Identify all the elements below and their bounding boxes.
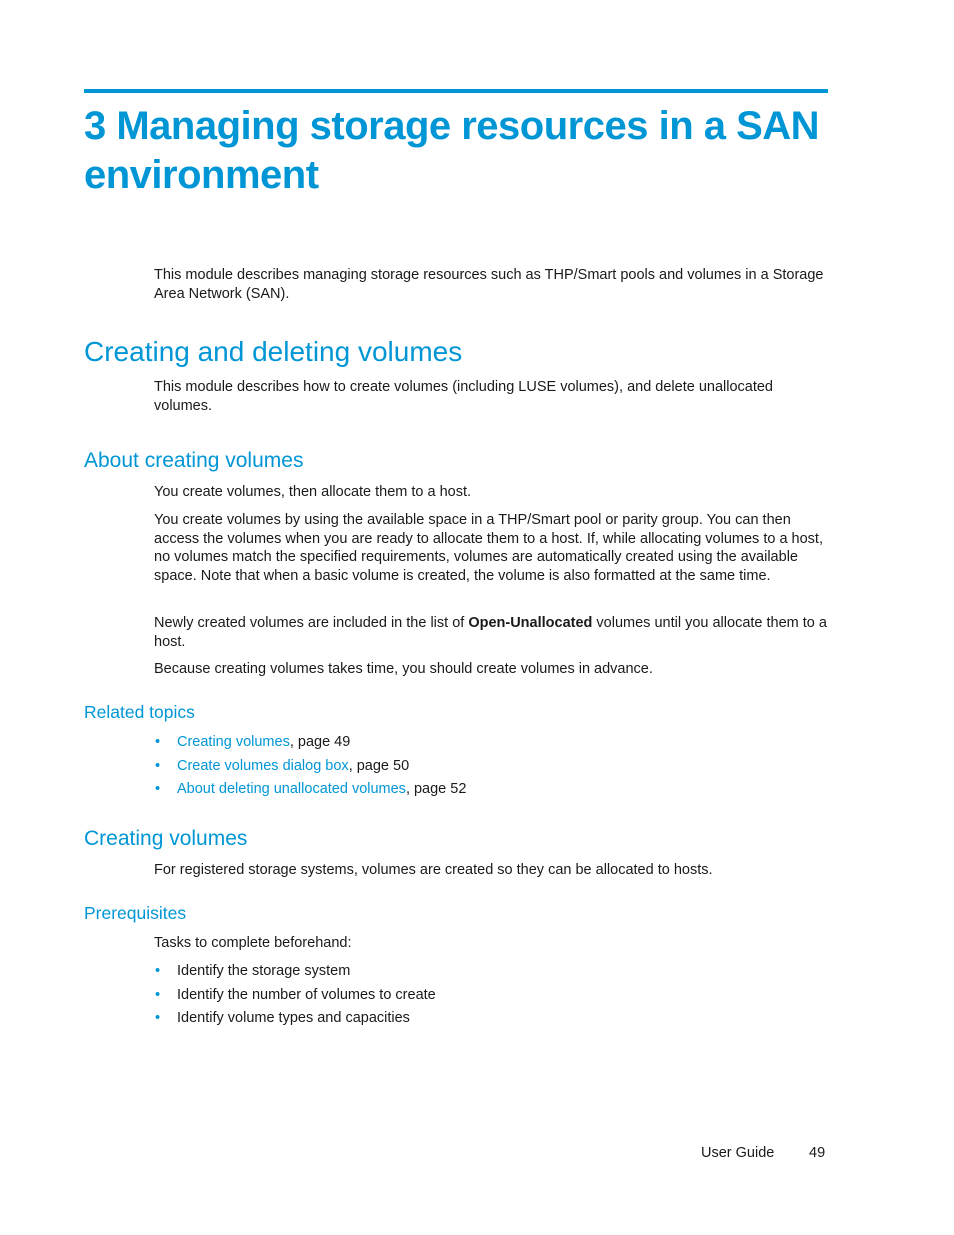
- about-creating-paragraph-1: You create volumes, then allocate them to a host.: [154, 484, 472, 500]
- p3-text-before: Newly created volumes are included in the list of: [154, 615, 469, 631]
- link-create-volumes-dialog-box[interactable]: Create volumes dialog box: [177, 757, 349, 774]
- heading-prerequisites: Prerequisites: [84, 903, 187, 923]
- related-topics-list: [154, 733, 466, 804]
- about-creating-paragraph-4: Because creating volumes takes time, you should create volumes in advance.: [154, 661, 653, 677]
- list-item: [154, 1009, 436, 1033]
- link-creating-volumes[interactable]: Creating volumes: [177, 734, 290, 750]
- link-about-deleting-unallocated-volumes[interactable]: About deleting unallocated volumes: [177, 781, 406, 798]
- page-reference: , page 50: [348, 757, 410, 774]
- footer-page-number: 49: [809, 1145, 826, 1161]
- bullet-icon: •: [155, 734, 161, 750]
- prerequisites-list: [154, 962, 436, 1033]
- prerequisite-item: Identify the storage system: [177, 963, 351, 979]
- page-reference: , page 49: [289, 734, 351, 750]
- prerequisite-item: Identify the number of volumes to create: [177, 986, 436, 1003]
- list-item: [154, 962, 436, 986]
- bullet-icon: •: [155, 963, 161, 979]
- list-item: [154, 986, 436, 1010]
- open-unallocated-term: Open-Unallocated: [468, 615, 593, 631]
- list-item: [154, 757, 466, 781]
- prerequisite-item: Identify volume types and capacities: [177, 1010, 410, 1027]
- bullet-icon: •: [155, 1010, 161, 1027]
- chapter-top-rule: [84, 89, 828, 93]
- heading-creating-deleting-volumes: Creating and deleting volumes: [84, 336, 463, 367]
- creating-deleting-text: This module describes how to create volumes (including LUSE volumes), and delete unallocated volumes.: [154, 379, 773, 414]
- creating-volumes-text: For registered storage systems, volumes are created so they can be allocated to hosts.: [154, 862, 713, 878]
- bullet-icon: •: [155, 757, 161, 774]
- chapter-intro: This module describes managing storage resources such as THP/Smart pools and volumes in a Storage Area Network (SAN).: [154, 267, 824, 302]
- about-creating-paragraph-3: [154, 614, 830, 651]
- footer-label: User Guide: [701, 1145, 775, 1161]
- list-item: [154, 733, 466, 757]
- heading-creating-volumes: Creating volumes: [84, 827, 248, 850]
- heading-about-creating-volumes: About creating volumes: [84, 449, 304, 472]
- list-item: [154, 780, 466, 804]
- p3-text-after: volumes until you allocate them to a host.: [154, 615, 827, 650]
- heading-related-topics: Related topics: [84, 702, 195, 722]
- prerequisites-intro: Tasks to complete beforehand:: [154, 935, 352, 951]
- bullet-icon: •: [155, 781, 161, 798]
- bullet-icon: •: [155, 986, 161, 1003]
- about-creating-paragraph-2: You create volumes by using the available space in a THP/Smart pool or parity group. You can then access the volumes when you are ready to allocate them to a host. If, while allocating volumes to a host, no volumes match the specified requirements, volumes are automatically created using the available space. Note that when a basic volume is created, the volume is also formatted at the same time.: [154, 512, 823, 584]
- chapter-title: 3 Managing storage resources in a SAN environment: [84, 104, 820, 197]
- page-reference: , page 52: [405, 781, 467, 798]
